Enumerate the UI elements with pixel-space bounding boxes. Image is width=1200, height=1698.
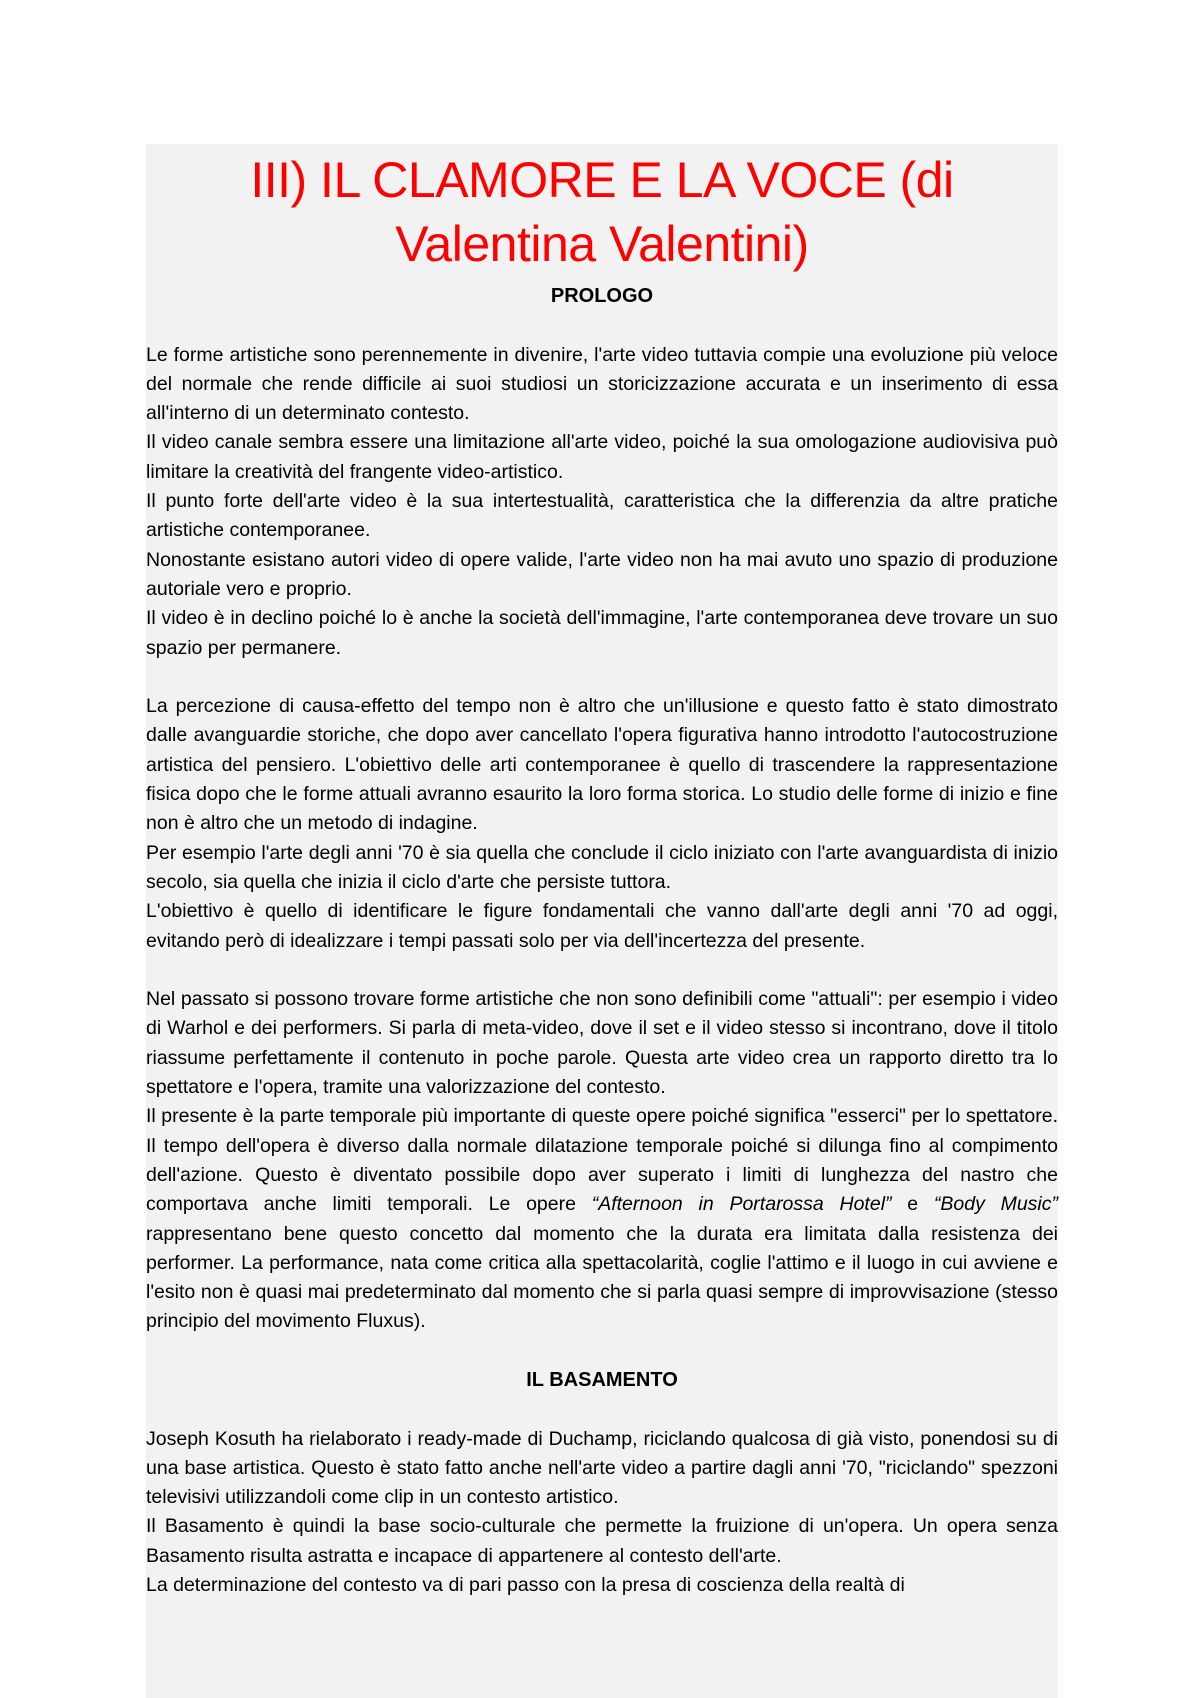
document-title: III) IL CLAMORE E LA VOCE (di Valentina Valentini): [250, 152, 954, 272]
paragraph: Per esempio l'arte degli anni '70 è sia quella che conclude il ciclo iniziato con l'arte avanguardista di inizio secolo, sia quella che inizia il ciclo d'arte che persiste tuttora.: [146, 841, 1058, 893]
paragraph: Joseph Kosuth ha rielaborato i ready-made di Duchamp, riciclando qualcosa di già visto, ponendosi su di una base artistica. Questo è stato fatto anche nell'arte video a partire dagli anni '70, "riciclando" spezzoni televisivi utilizzandoli come clip in un contesto artistico.: [146, 1427, 1058, 1509]
paragraph: Le forme artistiche sono perennemente in divenire, l'arte video tuttavia compie una evoluzione più veloce del normale che rende difficile ai suoi studiosi un storicizzazione accurata e un inserimento di essa all'interno di un determinato contesto.: [146, 343, 1058, 425]
paragraph: Il punto forte dell'arte video è la sua intertestualità, caratteristica che la differenzia da altre pratiche artistiche contemporanee.: [146, 490, 1058, 542]
spacer: [146, 1337, 1058, 1366]
section-heading-basamento: IL BASAMENTO: [526, 1368, 678, 1391]
spacer: [146, 956, 1058, 985]
text-run: Il presente è la parte temporale più importante di queste opere poiché significa "esserci" per lo spettatore. Il tempo dell'opera è diverso dalla normale dilatazione temporale poiché si dilunga fino al compimento dell'azione. Questo è diventato possibile dopo aver superato i limiti di lunghezza del nastro che comportava anche limiti temporali. Le opere: [146, 1105, 1058, 1216]
section-heading-prologo: PROLOGO: [550, 285, 654, 307]
paragraph: Nonostante esistano autori video di opere valide, l'arte video non ha mai avuto uno spazio di produzione autoriale vero e proprio.: [146, 548, 1058, 600]
paragraph: Il video è in declino poiché lo è anche la società dell'immagine, l'arte contemporanea deve trovare un suo spazio per permanere.: [146, 607, 1058, 659]
work-title-afternoon: “Afternoon in Portarossa Hotel”: [591, 1193, 892, 1216]
paragraph: La determinazione del contesto va di pari passo con la presa di coscienza della realtà di: [146, 1574, 905, 1597]
text-run: rappresentano bene questo concetto dal momento che la durata era limitata dalla resistenza dei performer. La performance, nata come critica alla spettacolarità, coglie l'attimo e il luogo in cui avviene e l'esito non è quasi mai predeterminato dal momento che si parla quasi sempre di improvvisazione (stesso principio del movimento Fluxus).: [146, 1222, 1058, 1333]
paragraph-presente: [146, 1102, 1058, 1336]
paragraph: La percezione di causa-effetto del tempo non è altro che un'illusione e questo fatto è stato dimostrato dalle avanguardie storiche, che dopo aver cancellato l'opera figurativa hanno introdotto l'autocostruzione artistica del pensiero. L'obiettivo delle arti contemporanee è quello di trascendere la rappresentazione fisica dopo che le forme attuali avranno esaurito la loro forma storica. Lo studio delle forme di inizio e fine non è altro che un metodo di indagine.: [146, 695, 1058, 835]
paragraph: Il video canale sembra essere una limitazione all'arte video, poiché la sua omologazione audiovisiva può limitare la creatività del frangente video-artistico.: [146, 431, 1058, 483]
paragraph: L'obiettivo è quello di identificare le figure fondamentali che vanno dall'arte degli anni '70 ad oggi, evitando però di idealizzare i tempi passati solo per via dell'incertezza del presente.: [146, 900, 1058, 952]
work-title-body-music: “Body Music”: [933, 1193, 1059, 1216]
section-body-basamento: [146, 1395, 1058, 1600]
text-run: e: [891, 1193, 934, 1216]
spacer: [146, 311, 1058, 340]
paragraph: Il Basamento è quindi la base socio-culturale che permette la fruizione di un'opera. Un opera senza Basamento risulta astratta e incapace di appartenere al contesto dell'arte.: [146, 1515, 1058, 1567]
spacer: [146, 663, 1058, 692]
spacer: [146, 1395, 1058, 1424]
section-body-prologo: [146, 311, 1058, 1366]
document-page: [146, 144, 1058, 1698]
paragraph: Nel passato si possono trovare forme artistiche che non sono definibili come "attuali": per esempio i video di Warhol e dei performers. Si parla di meta-video, dove il set e il video stesso si incontrano, dove il titolo riassume perfettamente il contenuto in poche parole. Questa arte video crea un rapporto diretto tra lo spettatore e l'opera, tramite una valorizzazione del contesto.: [146, 988, 1058, 1099]
